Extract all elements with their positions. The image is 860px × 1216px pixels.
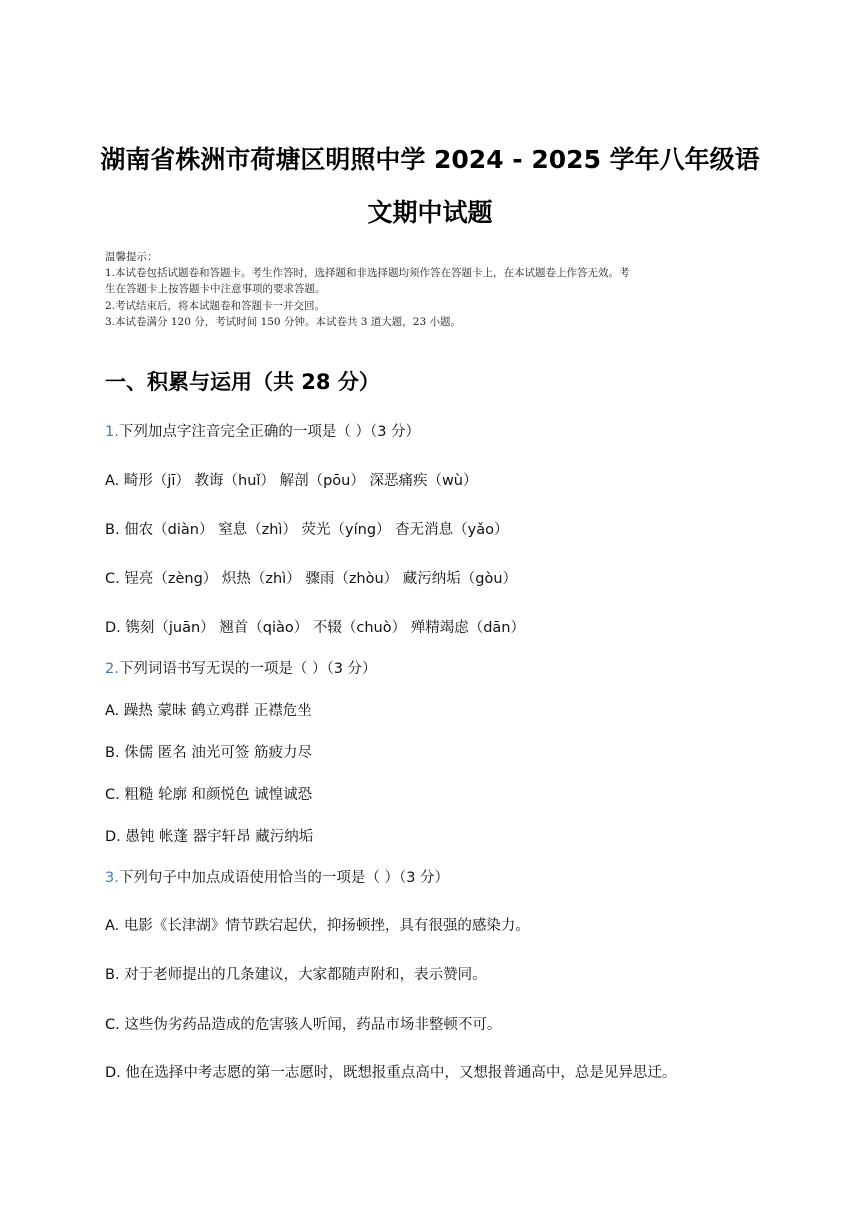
question-1-option-c: C. 锃亮（zèng） 炽热（zhì） 骤雨（zhòu） 藏污纳垢（gòu）	[105, 571, 518, 587]
question-1-option-b: B. 佃农（diàn） 窒息（zhì） 荧光（yíng） 杳无消息（yǎo）	[105, 522, 509, 538]
question-1-option-a: A. 畸形（jī） 教诲（huǐ） 解剖（pōu） 深恶痛疾（wù）	[105, 473, 478, 489]
notice-line4: 3.本试卷满分 120 分，考试时间 150 分钟。本试卷共 3 道大题，23 小题。	[105, 316, 462, 328]
question-2-option-d: D. 愚钝 帐蓬 器宇轩昂 藏污纳垢	[105, 829, 314, 845]
question-3-option-a: A. 电影《长津湖》情节跌宕起伏，抑扬顿挫，具有很强的感染力。	[105, 918, 530, 934]
question-1-stem	[105, 420, 420, 441]
question-text: 下列加点字注音完全正确的一项是（ ）（3 分）	[118, 424, 421, 440]
question-3-option-d: D. 他在选择中考志愿的第一志愿时，既想报重点高中，又想报普通高中，总是见异思迁。	[105, 1065, 677, 1081]
notice-line1: 1.本试卷包括试题卷和答题卡。考生作答时，选择题和非选择题均须作答在答题卡上，在本试题卷上作答无效。考	[105, 267, 630, 279]
question-2-option-b: B. 侏儒 匿名 油光可签 筋疲力尽	[105, 745, 312, 761]
question-number: 1.	[105, 424, 119, 440]
question-3-stem	[105, 866, 449, 887]
question-1-option-d: D. 镌刻（juān） 翘首（qiào） 不辍（chuò） 殚精竭虑（dān）	[105, 620, 525, 636]
question-3-option-b: B. 对于老师提出的几条建议，大家都随声附和，表示赞同。	[105, 967, 487, 983]
question-2-option-a: A. 躁热 蒙昧 鹤立鸡群 正襟危坐	[105, 703, 312, 719]
notice-line3: 2.考试结束后，将本试题卷和答题卡一并交回。	[105, 300, 326, 312]
question-3-option-c: C. 这些伪劣药品造成的危害骇人听闻，药品市场非整顿不可。	[105, 1017, 502, 1033]
section-heading: 一、积累与运用（共 28 分）	[105, 370, 380, 394]
question-number: 3.	[105, 870, 119, 886]
doc-title-line1: 湖南省株洲市荷塘区明照中学 2024 - 2025 学年八年级语	[100, 145, 760, 174]
notice-line2: 生在答题卡上按答题卡中注意事项的要求答题。	[105, 283, 326, 295]
question-2-stem	[105, 657, 377, 678]
question-number: 2.	[105, 661, 119, 677]
doc-title-line2: 文期中试题	[367, 198, 493, 227]
question-2-option-c: C. 粗糙 轮廓 和颜悦色 诚惶诚恐	[105, 787, 313, 803]
notice-heading: 温馨提示：	[105, 251, 158, 263]
question-text: 下列词语书写无误的一项是（ ）（3 分）	[118, 661, 377, 677]
question-text: 下列句子中加点成语使用恰当的一项是（ ）（3 分）	[118, 870, 450, 886]
